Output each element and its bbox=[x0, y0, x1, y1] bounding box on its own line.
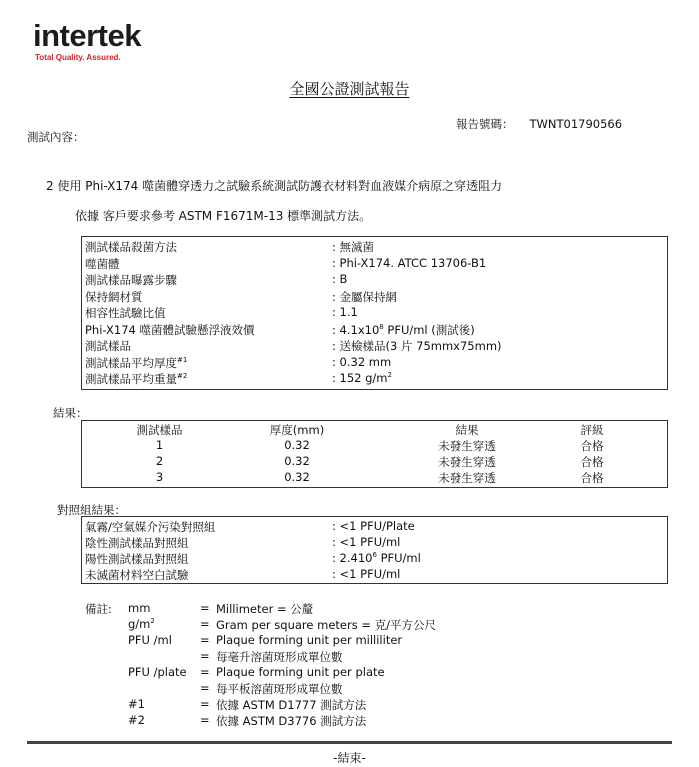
control-key: 氣霧/空氣媒介污染對照組 bbox=[85, 520, 216, 534]
value-text: : 152 g/m bbox=[332, 371, 388, 385]
control-row bbox=[82, 567, 667, 582]
control-key: 陰性測試樣品對照組 bbox=[85, 536, 189, 550]
key-text: 測試樣品平均厚度 bbox=[85, 355, 177, 370]
control-value: : <1 PFU/Plate bbox=[332, 519, 415, 533]
condition-key: 噬菌體 bbox=[85, 256, 120, 271]
condition-row bbox=[82, 371, 667, 386]
note-abbr: PFU /ml bbox=[128, 633, 172, 647]
condition-row bbox=[82, 305, 667, 320]
test-conditions-table bbox=[81, 236, 668, 390]
cell-thickness: 0.32 bbox=[284, 470, 310, 484]
test-item-description: 2 使用 Phi-X174 噬菌體穿透力之試驗系統測試防護衣材料對血液媒介病原之穿透阻力 bbox=[46, 179, 503, 193]
condition-value: : 無滅菌 bbox=[332, 240, 375, 254]
condition-row bbox=[82, 272, 667, 287]
condition-value bbox=[332, 371, 392, 385]
condition-row bbox=[82, 256, 667, 271]
header-sample: 測試樣品 bbox=[136, 423, 183, 437]
condition-key: Phi-X174 噬菌體試驗懸浮液效價 bbox=[85, 322, 255, 337]
controls-label: 對照組結果： bbox=[57, 503, 126, 517]
report-number-line bbox=[456, 116, 622, 132]
abbr-text: g/m bbox=[128, 617, 151, 631]
condition-row bbox=[82, 322, 667, 337]
condition-key bbox=[85, 355, 187, 371]
note-text: Millimeter = 公釐 bbox=[216, 602, 314, 616]
cell-rating: 合格 bbox=[580, 439, 604, 453]
cell-thickness: 0.32 bbox=[284, 438, 310, 452]
value-text: : 4.1x10 bbox=[332, 322, 380, 337]
report-title bbox=[0, 78, 699, 99]
notes-label: 備註: bbox=[85, 602, 112, 616]
cell-result: 未發生穿透 bbox=[438, 471, 496, 485]
note-text: Gram per square meters = 克/平方公尺 bbox=[216, 618, 437, 632]
value-unit: PFU/ml bbox=[376, 551, 421, 565]
cell-result: 未發生穿透 bbox=[438, 439, 496, 453]
condition-row bbox=[82, 355, 667, 370]
abbr-superscript: 2 bbox=[150, 617, 155, 626]
control-value: : <1 PFU/ml bbox=[332, 567, 401, 581]
condition-key: 測試樣品曝露步驟 bbox=[85, 273, 177, 287]
condition-value: : B bbox=[332, 272, 348, 286]
condition-key: 相容性試驗比值 bbox=[85, 306, 166, 320]
key-superscript: #2 bbox=[177, 372, 188, 381]
control-row bbox=[82, 551, 667, 566]
condition-value: : 送檢樣品(3 片 75mmx75mm) bbox=[332, 339, 502, 353]
note-abbr: PFU /plate bbox=[128, 665, 187, 679]
report-title-text: 全國公證測試報告 bbox=[289, 80, 410, 98]
control-key: 陽性測試樣品對照組 bbox=[85, 552, 189, 566]
control-key: 未滅菌材料空白試驗 bbox=[85, 568, 189, 582]
cell-thickness: 0.32 bbox=[284, 454, 310, 468]
value-text: : 2.410 bbox=[332, 551, 373, 565]
key-superscript: #1 bbox=[177, 355, 188, 364]
results-label: 結果： bbox=[53, 406, 88, 420]
condition-value: : 1.1 bbox=[332, 305, 358, 319]
cell-sample: 2 bbox=[155, 454, 164, 468]
value-superscript: 8 bbox=[379, 322, 384, 331]
condition-value: : Phi-X174. ATCC 13706-B1 bbox=[332, 255, 487, 270]
condition-key: 保持網材質 bbox=[85, 289, 143, 304]
condition-value: : 金屬保持網 bbox=[332, 289, 398, 304]
header-result: 結果 bbox=[455, 423, 479, 437]
note-abbr: #2 bbox=[128, 713, 145, 727]
note-equals: = bbox=[200, 697, 210, 711]
cell-sample: 3 bbox=[155, 470, 164, 484]
note-text: 依據 ASTM D3776 測試方法 bbox=[216, 714, 367, 728]
control-row bbox=[82, 535, 667, 550]
note-equals: = bbox=[200, 681, 210, 695]
note-equals: = bbox=[200, 665, 210, 679]
footer-divider bbox=[27, 741, 672, 744]
condition-value: : 0.32 mm bbox=[332, 354, 392, 369]
header-thickness: 厚度(mm) bbox=[269, 423, 325, 437]
value-superscript: 6 bbox=[372, 551, 377, 560]
table-row bbox=[82, 470, 667, 485]
controls-table bbox=[81, 516, 668, 584]
note-equals: = bbox=[200, 713, 210, 727]
note-text: 每毫升溶菌斑形成單位數 bbox=[216, 650, 343, 664]
condition-key bbox=[85, 371, 187, 387]
control-value bbox=[332, 551, 421, 565]
condition-value bbox=[332, 322, 475, 338]
results-table bbox=[81, 420, 668, 488]
results-header-row bbox=[82, 422, 667, 437]
note-abbr: mm bbox=[128, 601, 151, 615]
table-row bbox=[82, 454, 667, 469]
value-unit: PFU/ml (測試後) bbox=[383, 322, 475, 337]
note-text: 每平板溶菌斑形成單位數 bbox=[216, 682, 343, 696]
cell-rating: 合格 bbox=[580, 455, 604, 469]
end-marker: -結束- bbox=[333, 751, 366, 765]
note-text: 依據 ASTM D1777 測試方法 bbox=[216, 698, 367, 712]
condition-row bbox=[82, 289, 667, 304]
control-value: : <1 PFU/ml bbox=[332, 535, 401, 549]
table-row bbox=[82, 438, 667, 453]
note-text: Plaque forming unit per milliliter bbox=[216, 633, 403, 647]
note-text: Plaque forming unit per plate bbox=[216, 665, 385, 679]
condition-key: 測試樣品殺菌方法 bbox=[85, 240, 177, 254]
logo-tagline: Total Quality. Assured. bbox=[35, 53, 121, 62]
note-equals: = bbox=[200, 601, 210, 615]
header-rating: 評級 bbox=[580, 423, 604, 437]
control-row bbox=[82, 519, 667, 534]
cell-result: 未發生穿透 bbox=[438, 455, 496, 469]
test-method: 依據 客戶要求參考 ASTM F1671M-13 標準測試方法。 bbox=[75, 209, 372, 223]
condition-key: 測試樣品 bbox=[85, 339, 131, 353]
note-abbr: #1 bbox=[128, 697, 145, 711]
report-number-label: 報告號碼： bbox=[456, 117, 514, 131]
test-content-label: 測試內容： bbox=[27, 130, 85, 144]
cell-sample: 1 bbox=[155, 438, 164, 452]
intertek-logo: intertek bbox=[33, 18, 141, 53]
note-equals: = bbox=[200, 617, 210, 631]
note-equals: = bbox=[200, 649, 210, 663]
value-superscript: 2 bbox=[387, 371, 392, 380]
note-equals: = bbox=[200, 633, 210, 647]
condition-row bbox=[82, 338, 667, 353]
report-number: TWNT01790566 bbox=[529, 117, 623, 131]
condition-row bbox=[82, 239, 667, 254]
cell-rating: 合格 bbox=[580, 471, 604, 485]
note-abbr bbox=[128, 617, 155, 631]
key-text: 測試樣品平均重量 bbox=[85, 372, 177, 386]
